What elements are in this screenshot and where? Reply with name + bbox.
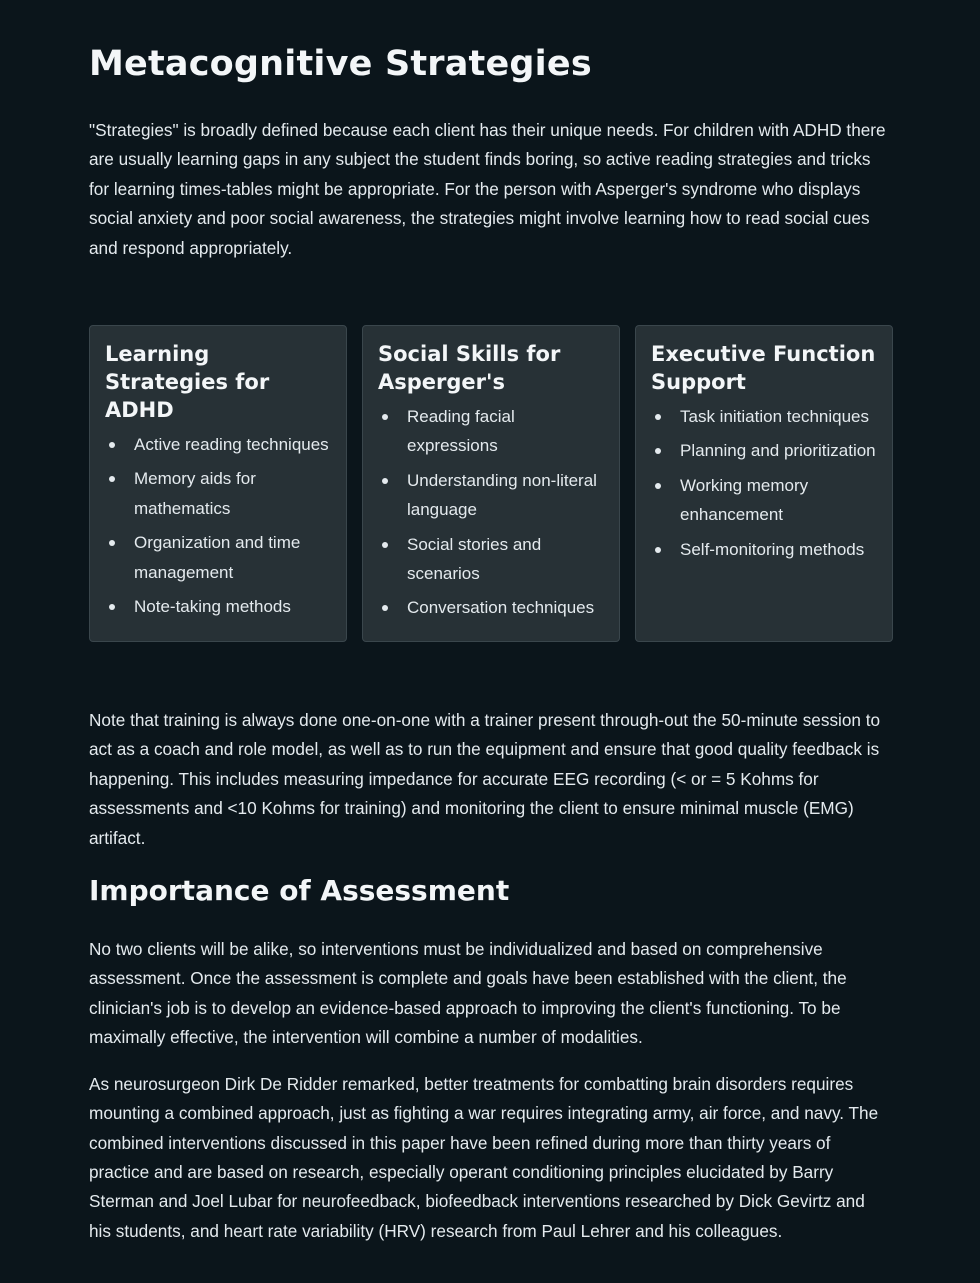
list-item: Social stories and scenarios bbox=[378, 530, 605, 589]
card-executive-function bbox=[635, 325, 893, 642]
list-item: Self-monitoring methods bbox=[651, 535, 878, 564]
intro-paragraph: "Strategies" is broadly defined because each client has their unique needs. For children with ADHD there are usually learning gaps in any subject the student finds boring, so active reading strategies and tricks for learning times-tables might be appropriate. For the person with Asperger's syndrome who displays social anxiety and poor social awareness, the strategies might involve learning how to read social cues and respond appropriately. bbox=[89, 120, 886, 258]
list-item: Understanding non-literal language bbox=[378, 466, 605, 525]
list-item: Organization and time management bbox=[105, 528, 332, 587]
list-item: Conversation techniques bbox=[378, 593, 605, 622]
card-title: Social Skills for Asperger's bbox=[378, 342, 561, 395]
list-item: Memory aids for mathematics bbox=[105, 464, 332, 523]
card-list bbox=[378, 402, 605, 623]
card-title: Executive Function Support bbox=[651, 342, 876, 395]
combined-approach-paragraph: As neurosurgeon Dirk De Ridder remarked, better treatments for combatting brain disorders requires mounting a combined approach, just as fighting a war requires integrating army, air force, and navy. The combined interventions discussed in this paper have been refined during more than thirty years of practice and are based on research, especially operant conditioning principles elucidated by Barry Sterman and Joel Lubar for neurofeedback, biofeedback interventions researched by Dick Gevirtz and his students, and heart rate variability (HRV) research from Paul Lehrer and his colleagues. bbox=[89, 1073, 879, 1241]
card-social-skills bbox=[362, 325, 620, 642]
assessment-paragraph: No two clients will be alike, so interventions must be individualized and based on comprehensive assessment. Once the assessment is complete and goals have been established with the client, the clinician's job is to develop an evidence-based approach to improving the client's functioning. To be maximally effective, the intervention will combine a number of modalities. bbox=[89, 939, 847, 1048]
strategy-cards bbox=[89, 325, 891, 642]
section-title: Importance of Assessment bbox=[89, 874, 510, 908]
card-list bbox=[651, 402, 878, 564]
list-item: Active reading techniques bbox=[105, 430, 332, 459]
list-item: Task initiation techniques bbox=[651, 402, 878, 431]
card-title: Learning Strategies for ADHD bbox=[105, 342, 270, 423]
card-list bbox=[105, 430, 332, 621]
page-title: Metacognitive Strategies bbox=[89, 44, 592, 84]
card-learning-strategies bbox=[89, 325, 347, 642]
list-item: Working memory enhancement bbox=[651, 471, 878, 530]
list-item: Planning and prioritization bbox=[651, 436, 878, 465]
list-item: Note-taking methods bbox=[105, 592, 332, 621]
list-item: Reading facial expressions bbox=[378, 402, 605, 461]
training-note-paragraph: Note that training is always done one-on-one with a trainer present through-out the 50-minute session to act as a coach and role model, as well as to run the equipment and ensure that good quality feedback is happening. This includes measuring impedance for accurate EEG recording (< or = 5 Kohms for assessments and <10 Kohms for training) and monitoring the client to ensure minimal muscle (EMG) artifact. bbox=[89, 710, 881, 848]
